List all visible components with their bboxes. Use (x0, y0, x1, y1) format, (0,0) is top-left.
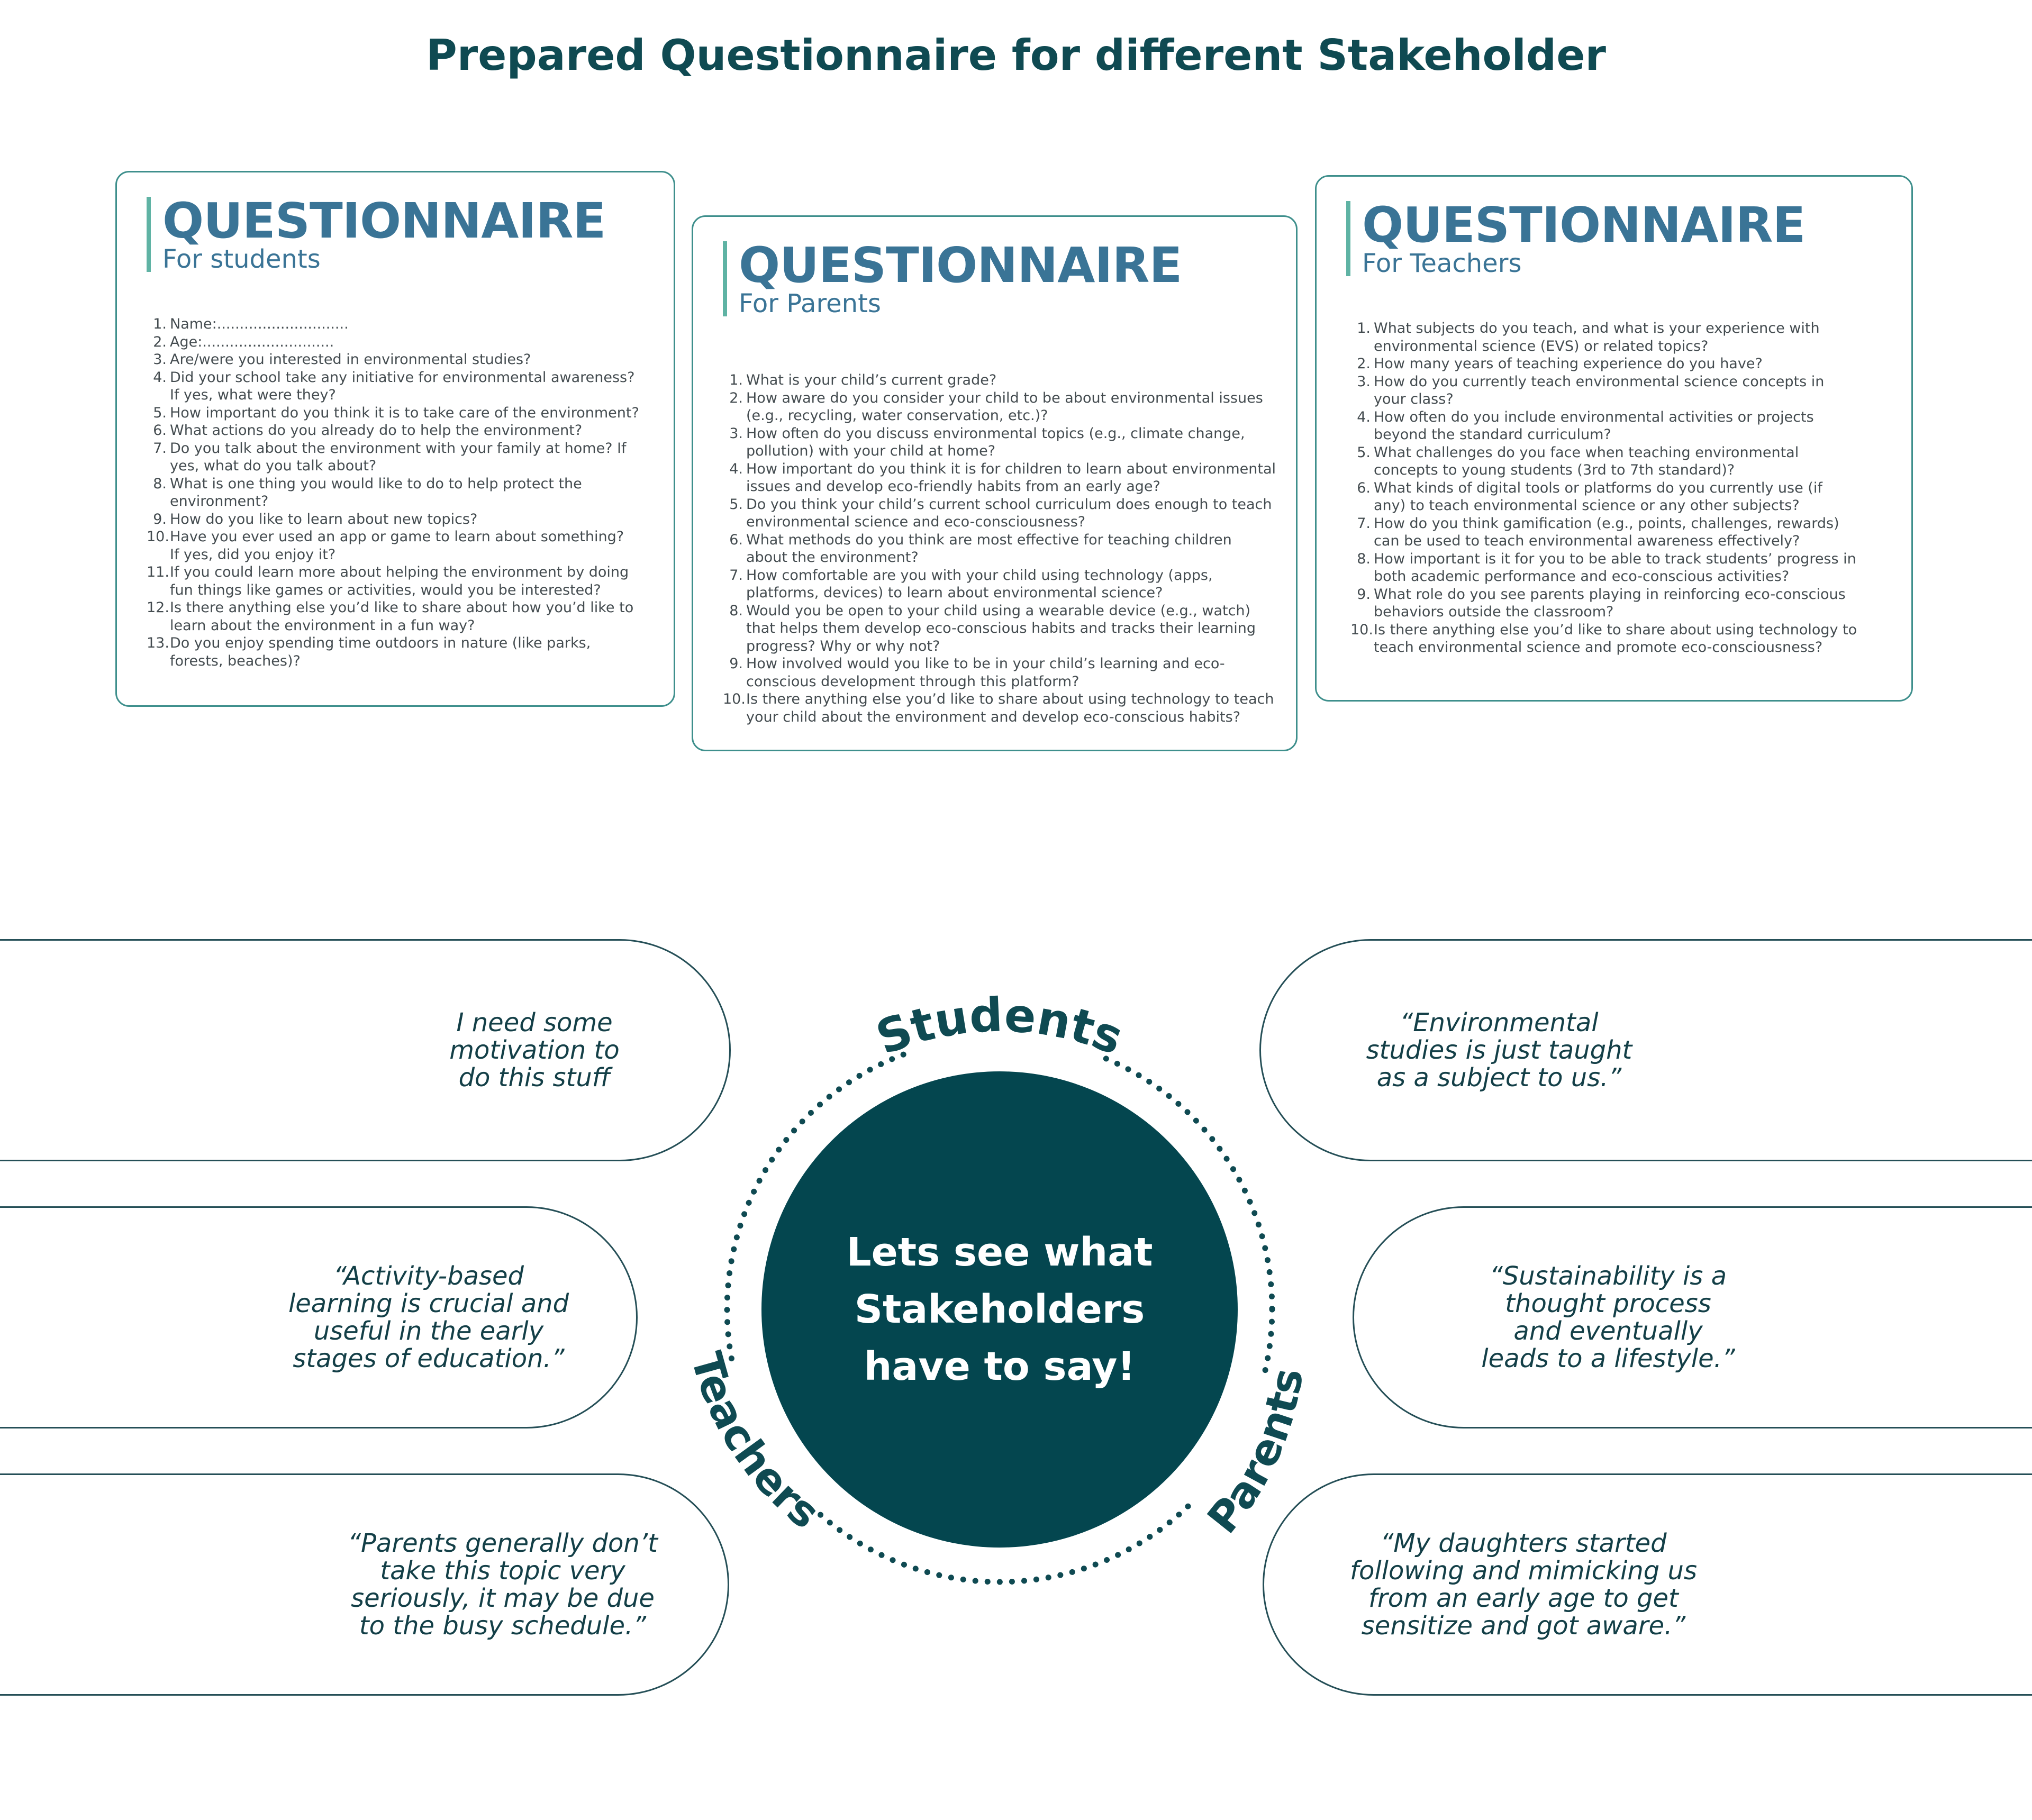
question-number: 5. (153, 404, 167, 421)
question-text: What methods do you think are most effective for teaching children about the environment? (746, 531, 1232, 566)
quote-text: I need some motivation to do this stuff (449, 1008, 620, 1093)
question-text: What kinds of digital tools or platforms do you currently use (if any) to teach environmental science or any other subjects? (1374, 479, 1822, 514)
question-text: How often do you include environmental activities or projects beyond the standard curriculum? (1374, 408, 1814, 443)
question-number: 3. (729, 425, 743, 442)
question-text: Name:............................. (170, 316, 349, 332)
question-text: Is there anything else you’d like to share about how you’d like to learn about the environment in a fun way? (170, 599, 634, 634)
question-number: 3. (153, 351, 167, 368)
question-text: How do you think gamification (e.g., points, challenges, rewards) can be used to teach environmental awareness effectively? (1374, 515, 1839, 549)
question-text: Would you be open to your child using a wearable device (e.g., watch) that helps them develop eco-conscious habits and tracks their learning progress? Why or why not? (746, 602, 1256, 654)
ring-label-teachers: Teachers (681, 1346, 829, 1539)
question-number: 2. (1357, 356, 1371, 372)
question-number: 6. (1357, 479, 1371, 496)
question-number: 13. (147, 635, 169, 651)
card-title: QUESTIONNAIRE (162, 193, 606, 249)
question-text: What challenges do you face when teaching environmental concepts to young students (3rd to 7th standard)? (1374, 444, 1799, 478)
card-subtitle: For students (162, 244, 321, 274)
question-text: How important do you think it is to take care of the environment? (170, 404, 639, 421)
question-number: 7. (1357, 515, 1371, 532)
question-text: How often do you discuss environmental topics (e.g., climate change, pollution) with your child at home? (746, 425, 1245, 459)
question-text: How do you like to learn about new topics? (170, 511, 478, 527)
question-text: Is there anything else you’d like to share about using technology to teach your child about the environment and develop eco-conscious habits? (746, 691, 1274, 725)
card-subtitle: For Teachers (1362, 249, 1522, 278)
question-number: 6. (153, 422, 167, 439)
quote-text: “Sustainability is a thought process and eventually leads to a lifestyle.” (1481, 1261, 1735, 1373)
question-number: 5. (1357, 444, 1371, 461)
question-number: 10. (1350, 621, 1373, 638)
question-number: 9. (729, 656, 743, 672)
quote-text: “My daughters started following and mimicking us from an early age to get sensitize and got aware.” (1350, 1528, 1697, 1641)
question-number: 8. (1357, 550, 1371, 567)
question-text: What actions do you already do to help the environment? (170, 422, 583, 439)
question-text: How involved would you like to be in your child’s learning and eco- conscious development through this platform? (746, 656, 1225, 690)
question-number: 8. (153, 475, 167, 492)
question-number: 7. (153, 440, 167, 457)
question-number: 12. (147, 599, 169, 616)
question-text: Do you enjoy spending time outdoors in nature (like parks, forests, beaches)? (170, 635, 591, 669)
question-text: How important do you think it is for children to learn about environmental issues and develop eco-friendly habits from an early age? (746, 460, 1276, 495)
question-text: Have you ever used an app or game to learn about something? If yes, did you enjoy it? (170, 529, 624, 563)
question-text: How aware do you consider your child to be about environmental issues (e.g., recycling, water conservation, etc.)? (746, 389, 1263, 424)
question-text: What subjects do you teach, and what is your experience with environmental science (EVS) or related topics? (1374, 320, 1820, 354)
ring-label-students: Students (869, 987, 1131, 1066)
question-text: How comfortable are you with your child using technology (apps, platforms, devices) to learn about environmental science? (746, 567, 1213, 601)
question-number: 5. (729, 496, 743, 513)
question-number: 9. (153, 511, 167, 527)
hub-text: Lets see what Stakeholders have to say! (846, 1230, 1153, 1389)
question-number: 4. (729, 460, 743, 477)
question-text: What is one thing you would like to do to help protect the environment? (170, 475, 582, 509)
question-number: 4. (1357, 408, 1371, 425)
question-number: 1. (153, 316, 167, 332)
quote-text: “Parents generally don’t take this topic very seriously, it may be due to the busy schedule.” (348, 1528, 658, 1641)
card-title: QUESTIONNAIRE (739, 237, 1182, 294)
question-text: Age:............................. (170, 333, 334, 350)
question-number: 2. (153, 333, 167, 350)
question-number: 7. (729, 567, 743, 584)
question-number: 1. (1357, 320, 1371, 336)
question-number: 1. (729, 372, 743, 388)
question-text: How many years of teaching experience do you have? (1374, 356, 1763, 372)
quote-text: “Environmental studies is just taught as a subject to us.” (1366, 1008, 1632, 1093)
question-text: Did your school take any initiative for environmental awareness? If yes, what were they? (170, 369, 635, 403)
question-number: 10. (723, 691, 746, 707)
question-text: How do you currently teach environmental science concepts in your class? (1374, 373, 1825, 407)
question-text: Is there anything else you’d like to share about using technology to teach environmental science and promote eco-consciousness? (1374, 621, 1857, 656)
question-text: How important is it for you to be able to track students’ progress in both academic performance and eco-conscious activities? (1374, 550, 1856, 585)
question-number: 11. (147, 564, 169, 580)
question-text: Do you think your child’s current school curriculum does enough to teach environmental science and eco-consciousness? (746, 496, 1272, 530)
question-number: 8. (729, 602, 743, 619)
question-text: Are/were you interested in environmental studies? (170, 351, 531, 368)
question-number: 10. (147, 529, 169, 545)
question-number: 4. (153, 369, 167, 386)
question-number: 2. (729, 389, 743, 406)
question-number: 9. (1357, 586, 1371, 603)
quote-text: “Activity-based learning is crucial and useful in the early stages of education.” (288, 1261, 569, 1373)
question-text: If you could learn more about helping the environment by doing fun things like games or activities, would you be interested? (170, 564, 629, 598)
page-title: Prepared Questionnaire for different Stakeholder (426, 31, 1606, 80)
card-title: QUESTIONNAIRE (1362, 197, 1806, 253)
question-text: Do you talk about the environment with your family at home? If yes, what do you talk about? (170, 440, 627, 474)
card-subtitle: For Parents (739, 289, 881, 319)
ring-label-parents: Parents (1198, 1364, 1313, 1543)
question-number: 3. (1357, 373, 1371, 390)
question-text: What is your child’s current grade? (746, 372, 997, 388)
question-number: 6. (729, 531, 743, 548)
question-text: What role do you see parents playing in reinforcing eco-conscious behaviors outside the classroom? (1374, 586, 1846, 620)
